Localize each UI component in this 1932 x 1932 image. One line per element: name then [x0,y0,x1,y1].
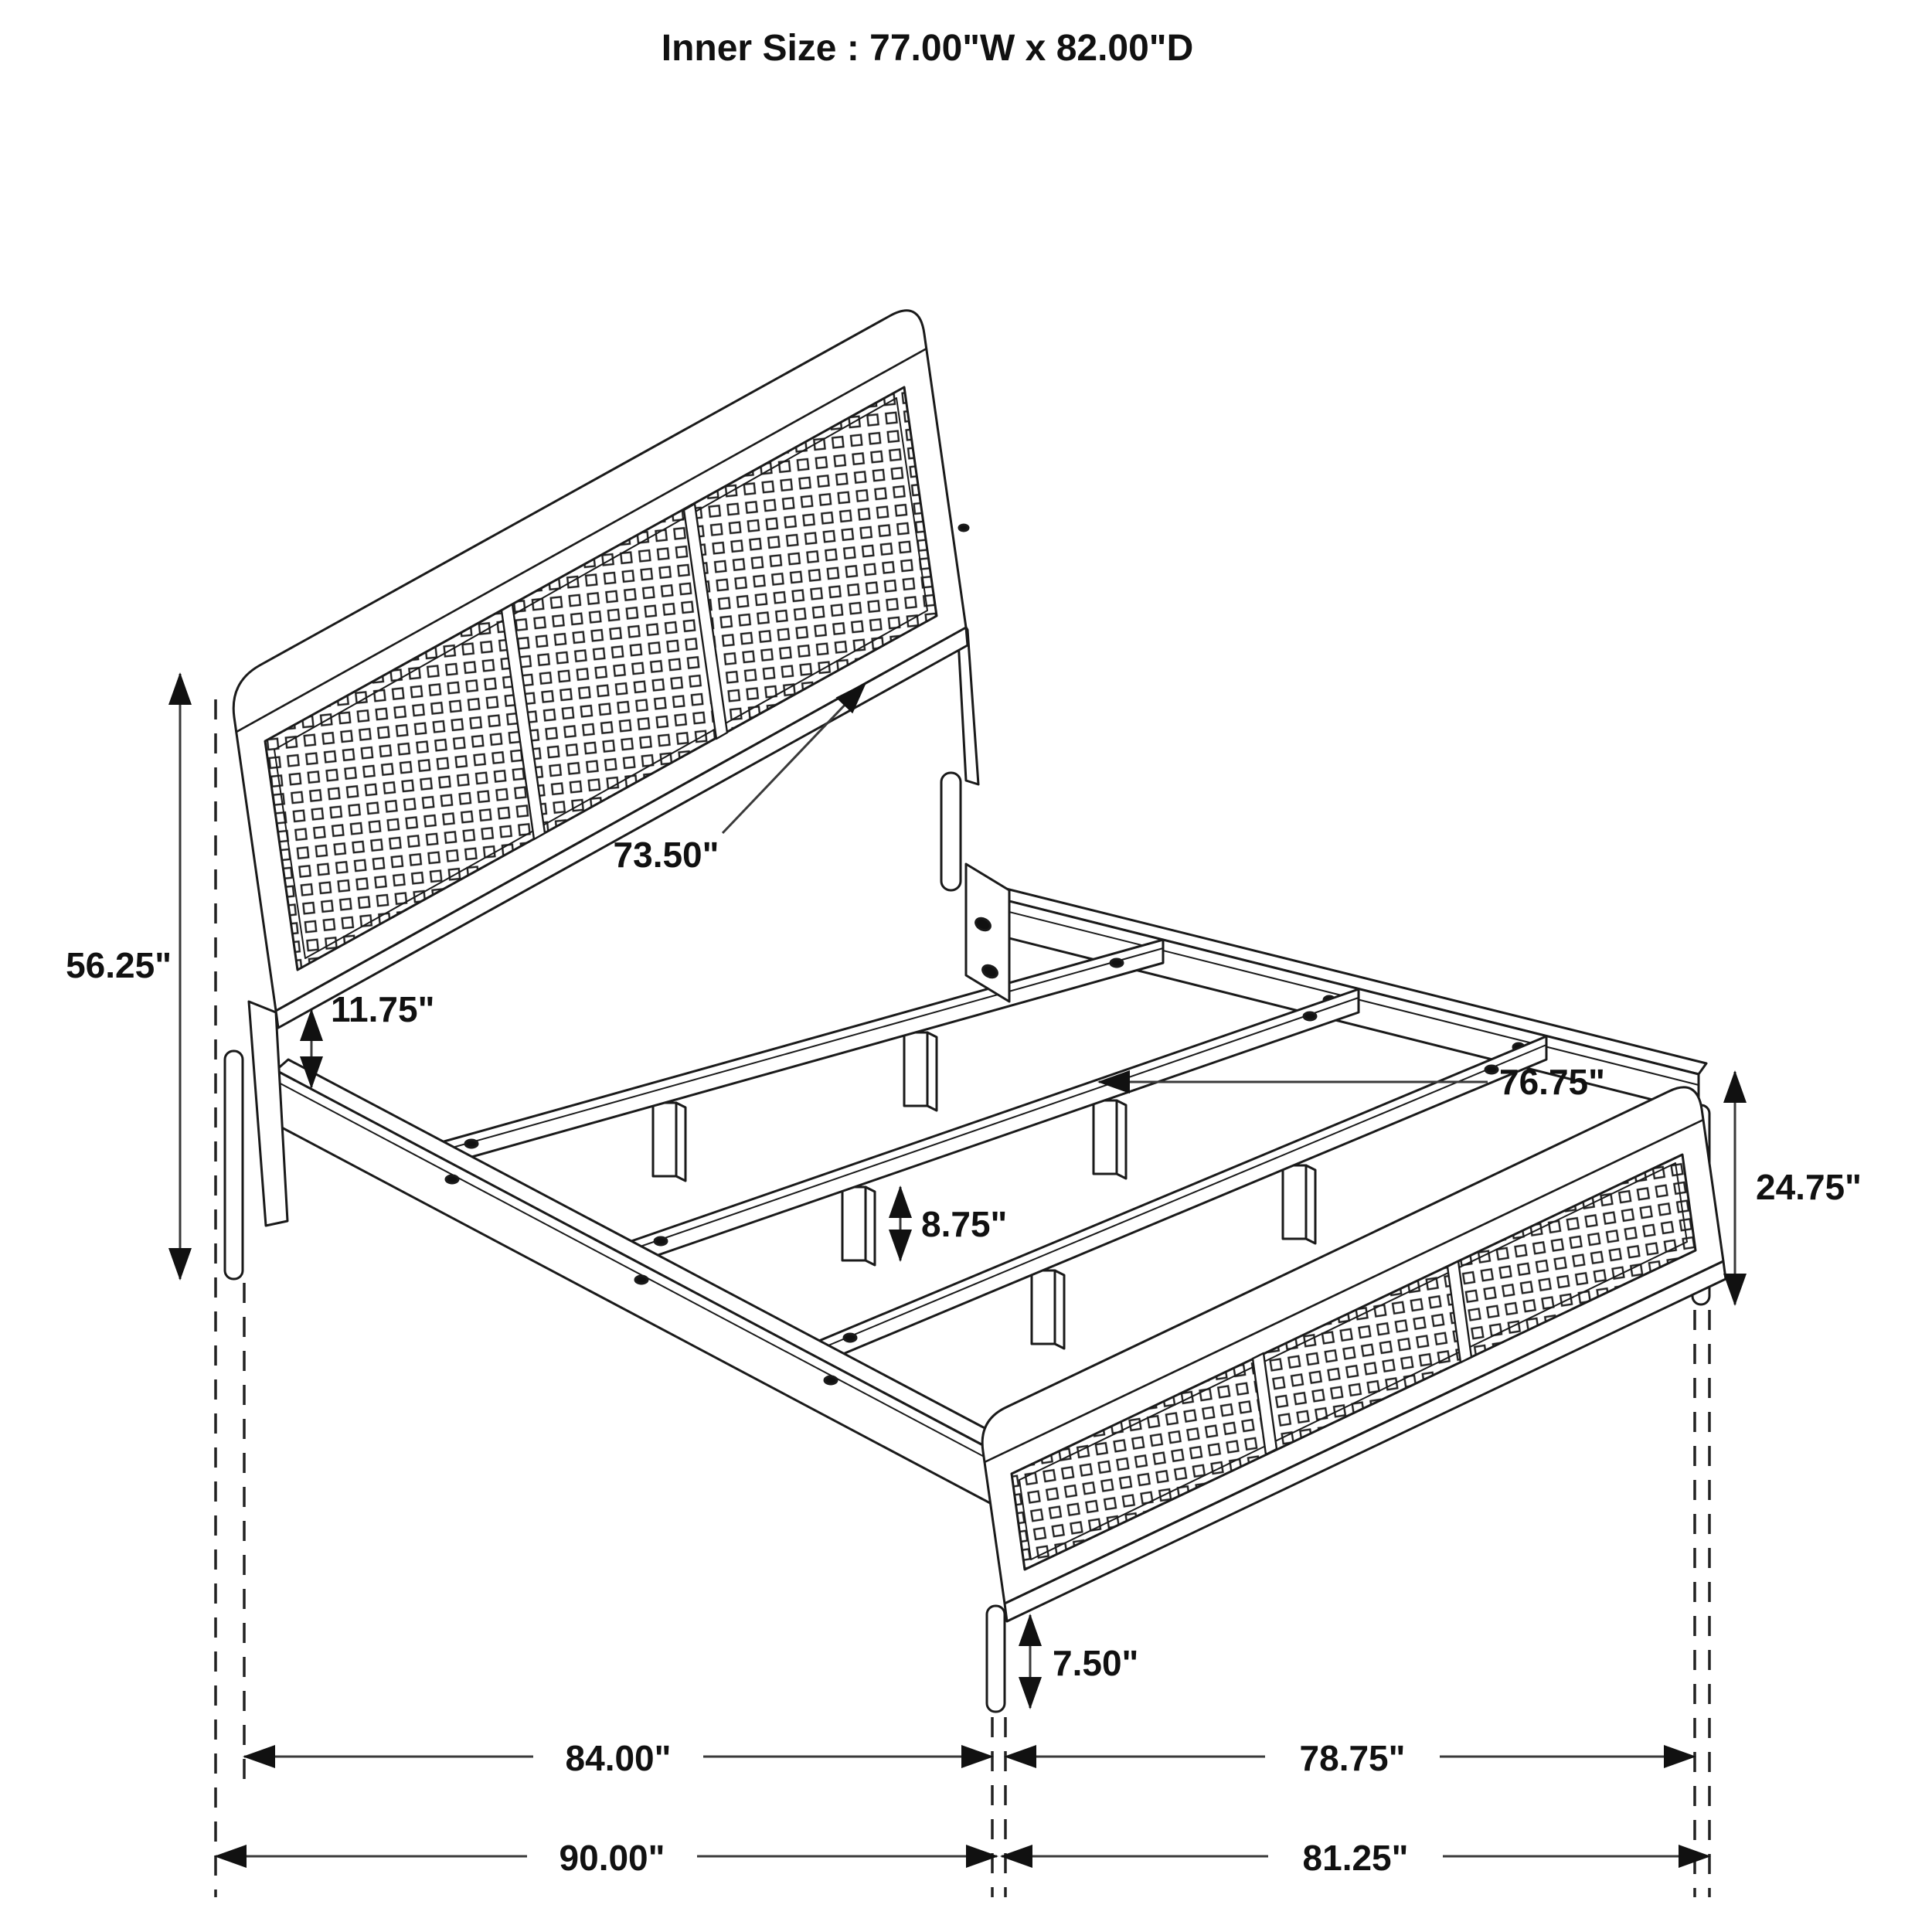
screw-hole [655,1237,667,1245]
screw-hole [465,1140,478,1148]
label-inner-width: 73.50" [613,835,719,875]
front-rail-front-face [276,1070,1008,1511]
screw-hole [1304,1012,1316,1020]
headboard-left-stile [249,1002,287,1226]
screw-hole [1111,959,1123,967]
label-overall-depth: 90.00" [559,1838,665,1878]
screw-hole [959,525,968,531]
label-footboard-inner-span: 78.75" [1299,1738,1406,1778]
slat-leg-side [1306,1165,1315,1243]
slat-leg [653,1103,676,1176]
label-inner-depth: 84.00" [565,1738,672,1778]
front-side-rail [276,1060,1015,1511]
label-footboard-height: 24.75" [1756,1167,1862,1207]
slat-leg [1283,1165,1306,1239]
label-footboard-overall-span: 81.25" [1302,1838,1409,1878]
back-rail-groove [975,903,1699,1085]
footboard-front-leg [987,1606,1005,1712]
screw-hole [844,1334,856,1342]
slat-leg-side [866,1187,875,1265]
slat-rail-1 [422,940,1163,1181]
front-rail-groove [276,1081,1008,1468]
label-frame-gap: 11.75" [331,989,435,1029]
headboard-front-leg [225,1051,243,1279]
headboard-rear-leg [941,773,961,890]
slat-leg-side [676,1103,685,1181]
screw-hole [635,1276,648,1284]
label-footboard-leg-height: 7.50" [1053,1643,1139,1683]
footboard [982,1087,1726,1712]
screw-hole [1485,1066,1498,1073]
label-support-leg-height: 8.75" [921,1204,1008,1244]
slat-body [422,940,1163,1171]
slat-leg-side [927,1032,937,1111]
slat-edge [422,948,1163,1156]
label-headboard-height: 56.25" [66,945,172,985]
front-rail-top-face [276,1060,1015,1457]
slat-leg-side [1055,1270,1064,1349]
slat-leg [842,1187,866,1260]
slat-leg-side [1117,1100,1126,1179]
rail-bracket [966,864,1009,1002]
slat-leg [1094,1100,1117,1174]
bed-frame-drawing [225,311,1726,1712]
screw-hole [825,1376,837,1384]
diagram-title: Inner Size : 77.00"W x 82.00"D [661,28,1194,69]
slat-leg [1032,1270,1055,1344]
label-slat-length: 76.75" [1499,1062,1605,1102]
screw-hole [446,1175,458,1183]
slat-leg [904,1032,927,1106]
